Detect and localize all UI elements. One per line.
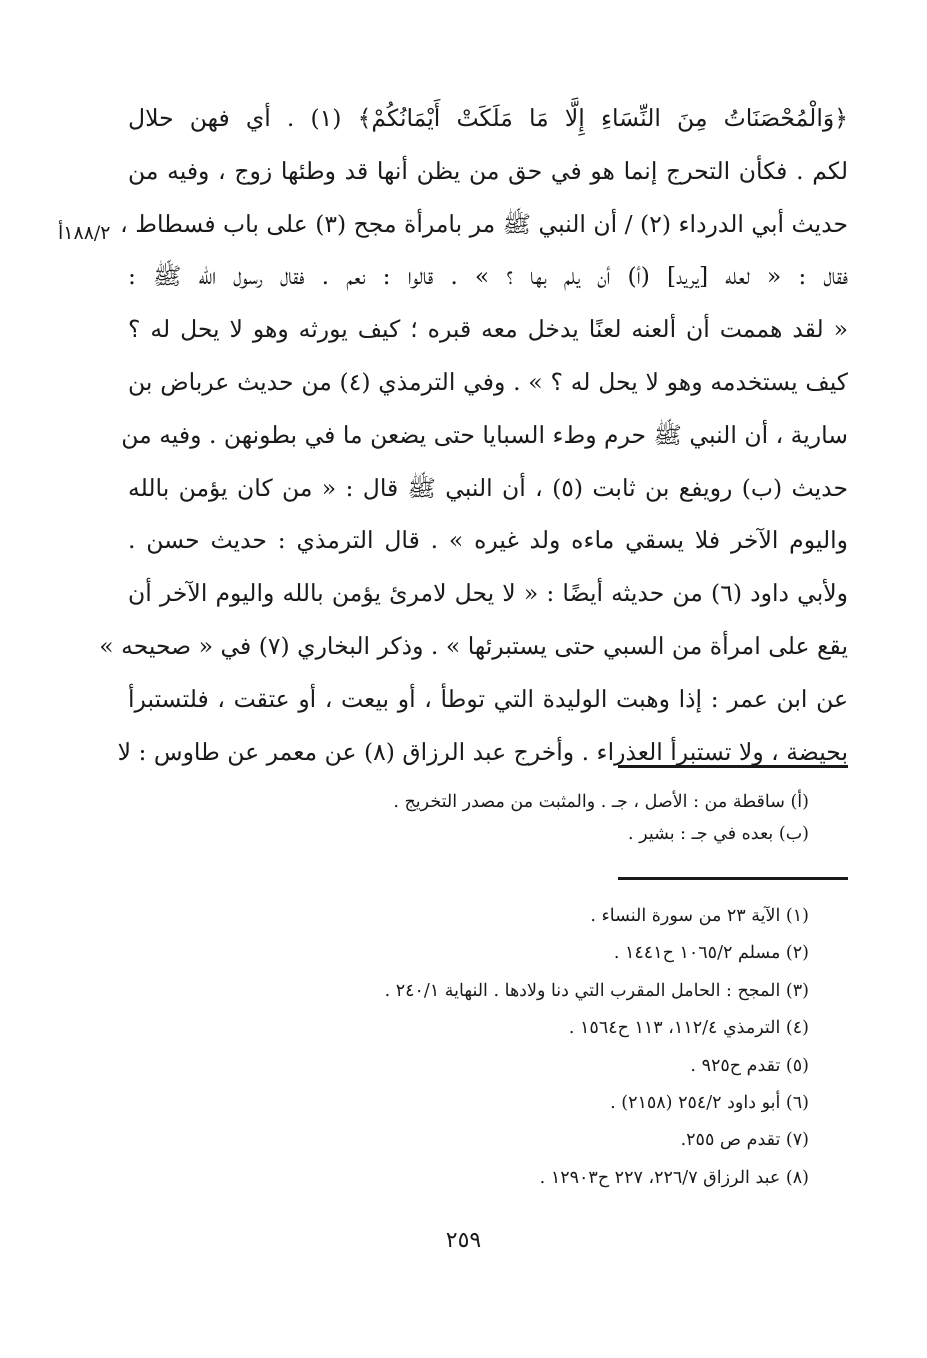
- footnotes: [385, 898, 809, 1197]
- body-line: حديث أبي الدرداء (٢) / أن النبي ﷺ مر بامرأة مجح (٣) على باب فسطاط ،: [120, 209, 848, 238]
- body-line: واليوم الآخر فلا يسقي ماءه ولد غيره » . قال الترمذي : حديث حسن .: [128, 526, 848, 555]
- footnote: (٢) مسلم ١٠٦٥/٢ ح١٤٤١ .: [613, 943, 809, 964]
- body-line: عن ابن عمر : إذا وهبت الوليدة التي توطأ ، أو بيعت ، أو عتقت ، فلتستبرأ: [128, 684, 848, 713]
- apparatus-divider: [618, 765, 848, 768]
- body-line: بحيضة ، ولا تستبرأ العذراء . وأخرج عبد الرزاق (٨) عن معمر عن طاوس : لا: [117, 737, 848, 766]
- margin-folio-note: ١٨٨/٢أ: [58, 222, 111, 244]
- footnote: (٨) عبد الرزاق ٢٢٦/٧، ٢٢٧ ح١٢٩٠٣ .: [539, 1167, 809, 1188]
- body-line: ولأبي داود (٦) من حديثه أيضًا : « لا يحل لامرئ يؤمن بالله واليوم الآخر أن: [128, 579, 848, 608]
- body-line: « لقد هممت أن ألعنه لعنًا يدخل معه قبره ؛ كيف يورثه وهو لا يحل له ؟: [128, 315, 848, 344]
- body-line: كيف يستخدمه وهو لا يحل له ؟ » . وفي الترمذي (٤) من حديث عرباض بن: [128, 367, 848, 396]
- main-body-text: [99, 92, 848, 778]
- body-line: لكم . فكأن التحرج إنما هو في حق من يظن أنها قد وطئها زوج ، وفيه من: [128, 156, 848, 185]
- footnote: (٧) تقدم ص ٢٥٥.: [680, 1130, 809, 1151]
- footnotes-divider: [618, 877, 848, 880]
- body-line: فقال : « لعله [يريد] (أ) أن يلم بها ؟ » . قالوا : نعم . فقال رسول الله ﷺ :: [128, 262, 848, 291]
- footnote: (٣) المجح : الحامل المقرب التي دنا ولادها . النهاية ٢٤٠/١ .: [384, 980, 809, 1001]
- footnote: (٤) الترمذي ١١٢/٤، ١١٣ ح١٥٦٤ .: [568, 1018, 809, 1039]
- footnote: (٥) تقدم ح٩٢٥ .: [690, 1055, 809, 1076]
- apparatus-note: (ب) بعده في جـ : بشير .: [628, 824, 809, 844]
- apparatus-notes: [393, 786, 809, 850]
- footnote: (٦) أبو داود ٢٥٤/٢ (٢١٥٨) .: [610, 1093, 809, 1114]
- body-line: ﴿وَالْمُحْصَنَاتُ مِنَ النِّسَاءِ إِلَّا مَا مَلَكَتْ أَيْمَانُكُمْ﴾ (١) . أي فهن حلال: [128, 104, 848, 132]
- body-line: سارية ، أن النبي ﷺ حرم وطء السبايا حتى يضعن ما في بطونهن . وفيه من: [121, 420, 848, 449]
- apparatus-note: (أ) ساقطة من : الأصل ، جـ . والمثبت من مصدر التخريج .: [393, 792, 809, 812]
- page-number: ٢٥٩: [445, 1228, 482, 1253]
- body-line: حديث (ب) رويفع بن ثابت (٥) ، أن النبي ﷺ قال : « من كان يؤمن بالله: [128, 473, 848, 502]
- footnote: (١) الآية ٢٣ من سورة النساء .: [590, 906, 809, 926]
- body-line: يقع على امرأة من السبي حتى يستبرئها » . وذكر البخاري (٧) في « صحيحه »: [99, 631, 848, 660]
